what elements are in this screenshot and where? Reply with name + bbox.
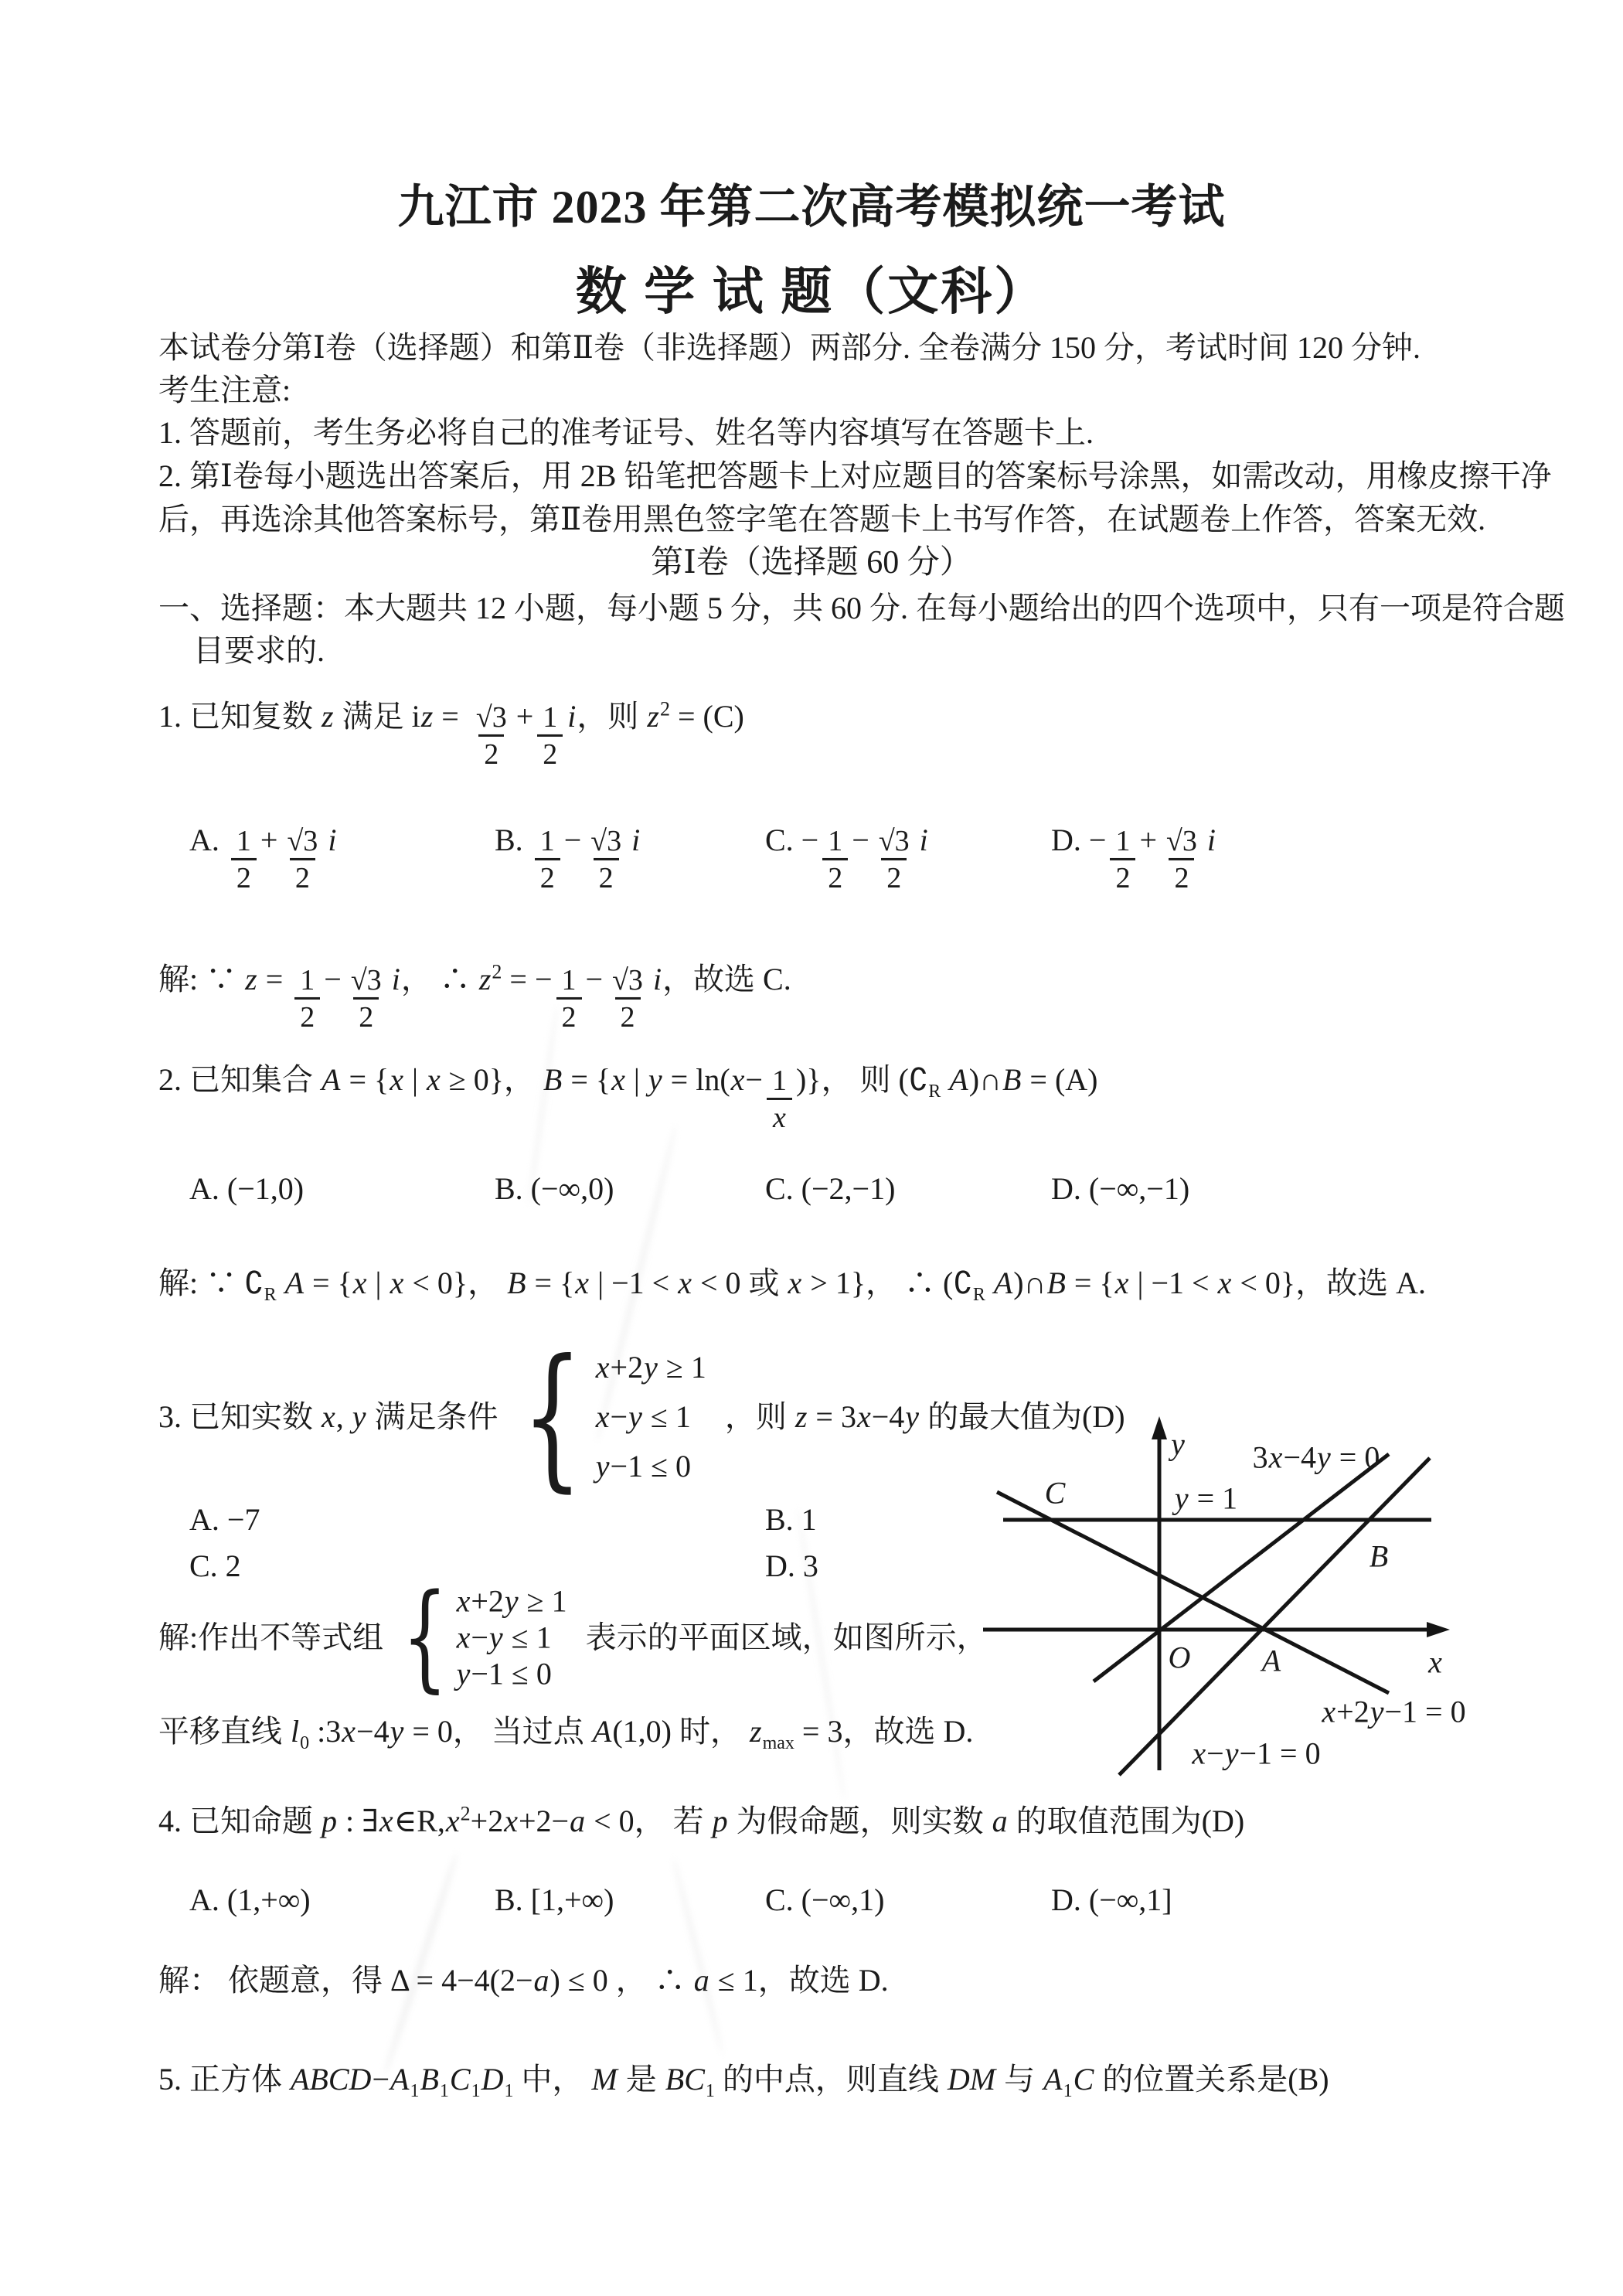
fraction: $\frac{√3}{2}$ [287, 824, 318, 894]
q1-solution: 解: ∵ z = $\frac{1}{2}$ − $\frac{√3}{2}$ i， ∴ $z^2$ = − $\frac{1}{2}$ − $\frac{√3}{2}$ i，故选 C. [158, 960, 791, 1034]
fraction: $\frac{√3}{2}$ [590, 824, 622, 894]
x-axis-arrow [1427, 1622, 1450, 1637]
fraction: $\frac{1}{2}$ [822, 825, 848, 894]
x-axis-label: x [1428, 1644, 1442, 1680]
q3-system: { x+2y ≥ 1 x−y ≤ 1 y−1 ≤ 0 [521, 1327, 706, 1507]
fraction: $\frac{1}{2}$ [1110, 825, 1135, 894]
line-3x-minus-4y [1094, 1454, 1389, 1681]
q1-option-b: B. $\frac{1}{2}$ − $\frac{√3}{2}$ i [495, 822, 641, 894]
fraction: $\frac{1}{2}$ [231, 825, 257, 894]
point-a-label: A [1261, 1643, 1281, 1678]
section-instruction-cont: 目要求的. [193, 633, 325, 668]
q2-option-b: B. (−∞,0) [495, 1171, 614, 1206]
q3-solution-system: { x+2y ≥ 1 x−y ≤ 1 y−1 ≤ 0 [402, 1569, 567, 1705]
q3-solution: 解:作出不等式组 { x+2y ≥ 1 x−y ≤ 1 y−1 ≤ 0 表示的平面区域，如图所示， [158, 1569, 988, 1705]
eq-3x-4y-label: 3x−4y = 0 [1252, 1439, 1380, 1475]
q1-option-a: A. $\frac{1}{2}$ + $\frac{√3}{2}$ i [189, 822, 337, 894]
fraction: $\frac{1}{2}$ [535, 825, 560, 894]
q2-stem: 2. 已知集合 A = {x | x ≥ 0}， B = {x | y = ln(x− $\frac{1}{x}$ )}， 则 ($∁_R$ A)∩B = (A) [158, 1061, 1098, 1134]
notice-item-1: 1. 答题前，考生务必将自己的准考证号、姓名等内容填写在答题卡上. [158, 415, 1094, 450]
fraction: $\frac{√3}{2}$ [612, 963, 643, 1034]
eq-x-2y-1-label: x+2y−1 = 0 [1322, 1694, 1466, 1729]
q4-solution: 解： 依题意，得 Δ = 4−4(2−a) ≤ 0 ， ∴ a ≤ 1，故选 D. [158, 1963, 889, 1998]
y-axis-arrow [1152, 1416, 1167, 1439]
q4-option-d: D. (−∞,1] [1051, 1882, 1172, 1917]
fraction: $\frac{1}{2}$ [556, 964, 582, 1034]
q3-option-b: B. 1 [765, 1502, 817, 1537]
notice-item-2-cont: 后，再选涂其他答案标号，第Ⅱ卷用黑色签字笔在答题卡上书写作答，在试题卷上作答，答案无效. [158, 502, 1486, 537]
fraction: $\frac{√3}{2}$ [1166, 824, 1197, 894]
q4-stem: 4. 已知命题 p : $\exists x\in R,x^2+2x+2-a < 0$， 若 p 为假命题，则实数 a 的取值范围为(D) [158, 1802, 1245, 1838]
y-axis-label: y [1171, 1426, 1185, 1462]
scan-artifact [672, 1858, 725, 2054]
point-b-label: B [1369, 1538, 1389, 1574]
q5-stem: 5. 正方体 $ABCD-A_1B_1C_1D_1$ 中， M 是 $BC_1$ 的中点，则直线 DM 与 $A_1C$ 的位置关系是(B) [158, 2062, 1329, 2101]
eq-y-1-label: y = 1 [1174, 1480, 1238, 1516]
point-c-label: C [1044, 1475, 1066, 1511]
left-brace: { [402, 1569, 448, 1705]
fraction: $\frac{√3}{2}$ [350, 963, 382, 1034]
origin-label: O [1168, 1640, 1191, 1675]
q4-option-a: A. (1,+∞) [189, 1882, 311, 1917]
q4-option-c: C. (−∞,1) [765, 1882, 885, 1917]
eq-x-y-1-label: x−y−1 = 0 [1192, 1736, 1321, 1771]
fraction: $\frac{1}{2}$ [294, 964, 320, 1034]
exam-title: 九江市 2023 年第二次高考模拟统一考试 [397, 182, 1226, 233]
q2-option-c: C. (−2,−1) [765, 1171, 896, 1206]
section-instruction: 一、选择题：本大题共 12 小题，每小题 5 分，共 60 分. 在每小题给出的四个选项中，只有一项是符合题 [158, 591, 1565, 625]
paper-subtitle: 数 学 试 题（文科） [575, 264, 1048, 321]
q3-option-c: C. 2 [189, 1548, 241, 1583]
q2-option-a: A. (−1,0) [189, 1171, 305, 1206]
fraction: $\frac{1}{2}$ [537, 701, 563, 771]
q4-option-b: B. [1,+∞) [495, 1882, 614, 1917]
q3-stem: 3. 已知实数 x, y 满足条件 { x+2y ≥ 1 x−y ≤ 1 y−1 ≤ 0 ，则 z = 3x−4y 的最大值为(D) [158, 1327, 1125, 1507]
q3-solution-cont: 平移直线 $l_0$ :3x−4y = 0， 当过点 A(1,0) 时， $z_{max} = 3$，故选 D. [158, 1714, 974, 1753]
notice-item-2: 2. 第Ⅰ卷每小题选出答案后，用 2B 铅笔把答题卡上对应题目的答案标号涂黑，如需改动，用橡皮擦干净 [158, 458, 1552, 493]
q1-option-c: C. − $\frac{1}{2}$ − $\frac{√3}{2}$ i [765, 822, 928, 894]
notice-heading: 考生注意: [158, 373, 291, 407]
q2-option-d: D. (−∞,−1) [1051, 1171, 1190, 1206]
intro-paragraph: 本试卷分第Ⅰ卷（选择题）和第Ⅱ卷（非选择题）两部分. 全卷满分 150 分，考试时间 120 分钟. [158, 330, 1421, 365]
fraction: $\frac{1}{x}$ [767, 1065, 792, 1134]
q3-figure [974, 1413, 1499, 1784]
left-brace: { [521, 1327, 583, 1507]
q1-option-d: D. − $\frac{1}{2}$ + $\frac{√3}{2}$ i [1051, 822, 1216, 894]
q1-stem: 1. 已知复数 z 满足 iz = $\frac{√3}{2}$ + $\frac{1}{2}$ i，则 $z^2 = (C)$ [158, 697, 744, 771]
fraction: $\frac{√3}{2}$ [878, 824, 910, 894]
section-heading: 第Ⅰ卷（选择题 60 分） [651, 544, 972, 581]
q3-option-d: D. 3 [765, 1548, 818, 1583]
q3-option-a: A. −7 [189, 1502, 260, 1537]
q2-solution: 解: ∵ $∁_R$ A = {x | x < 0}， B = {x | −1 < x < 0 或 x > 1}， ∴ ($∁_R$ A)∩B = {x | −1 < x < 0}，故选 A. [158, 1266, 1426, 1305]
fraction: $\frac{√3}{2}$ [475, 700, 507, 771]
line-x-plus-2y-minus-1 [997, 1492, 1389, 1693]
